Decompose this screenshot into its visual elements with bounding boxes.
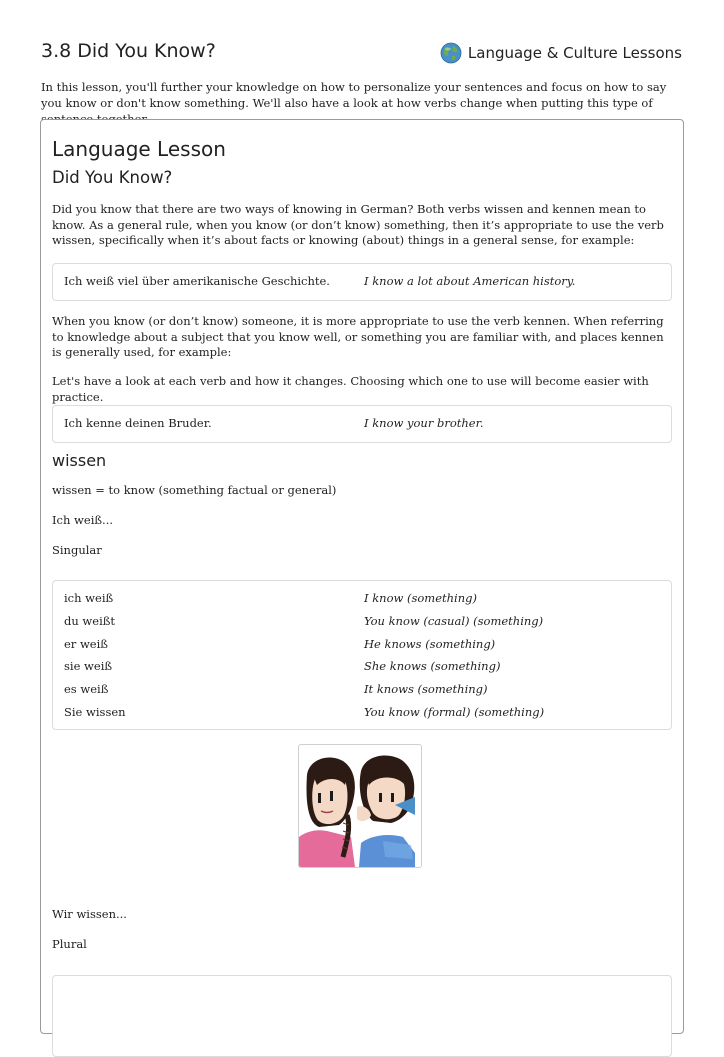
conjugation-german: Sie wissen bbox=[64, 705, 126, 719]
singular-label: Singular bbox=[52, 543, 102, 557]
lesson-subheading: Did You Know? bbox=[52, 168, 173, 187]
globe-icon bbox=[440, 42, 462, 64]
lesson-paragraph-3: Let's have a look at each verb and how it changes. Choosing which one to use will become easier with practice. bbox=[52, 374, 649, 404]
example-german: Ich kenne deinen Bruder. bbox=[64, 416, 212, 430]
conjugation-german: ich weiß bbox=[64, 591, 114, 605]
illustration-graphic bbox=[299, 745, 421, 867]
example-english: I know your brother. bbox=[364, 416, 484, 430]
conjugation-german: sie weiß bbox=[64, 659, 113, 673]
conjugation-row bbox=[64, 614, 660, 630]
conjugation-english: It knows (something) bbox=[364, 682, 488, 696]
example-box-1 bbox=[52, 263, 672, 301]
plural-conjugation-table bbox=[52, 975, 672, 1057]
conjugation-german: es weiß bbox=[64, 682, 109, 696]
conjugation-english: He knows (something) bbox=[364, 637, 496, 651]
conjugation-german: du weißt bbox=[64, 614, 116, 628]
wissen-definition bbox=[52, 483, 336, 497]
lesson-paragraph-2: When you know (or don’t know) someone, it is more appropriate to use the verb kennen. When referring to knowledge about a subject that you know well, or something you are familiar with, and places kennen is generally used, for example: bbox=[52, 314, 664, 359]
conjugation-row bbox=[64, 682, 660, 698]
example-german: Ich weiß viel über amerikanische Geschichte. bbox=[64, 274, 330, 288]
conjugation-english: I know (something) bbox=[364, 591, 477, 605]
lesson-card bbox=[40, 119, 684, 1034]
category-label[interactable] bbox=[440, 42, 682, 64]
example-box-2 bbox=[52, 405, 672, 443]
category-text: Language & Culture Lessons bbox=[467, 44, 682, 62]
whispering-girls-illustration bbox=[298, 744, 422, 868]
lesson-heading: Language Lesson bbox=[52, 137, 226, 161]
page-header bbox=[41, 40, 682, 70]
conjugation-german: er weiß bbox=[64, 637, 108, 651]
conjugation-row bbox=[64, 705, 660, 721]
conjugation-english: She knows (something) bbox=[364, 659, 501, 673]
wissen-heading: wissen bbox=[52, 451, 107, 470]
plural-label: Plural bbox=[52, 937, 87, 951]
lesson-paragraph-1: Did you know that there are two ways of knowing in German? Both verbs wissen and kennen mean to know. As a general rule, when you know (or don’t know) something, then it’s appropriate to use the verb wissen, specifically when it’s about facts or knowing (about) things in a general sense, for example: bbox=[52, 202, 664, 247]
conjugation-row bbox=[64, 637, 660, 653]
wissen-meaning: = to know (something factual or general) bbox=[91, 483, 337, 497]
example-english: I know a lot about American history. bbox=[364, 274, 576, 288]
wissen-word: wissen bbox=[52, 483, 92, 497]
conjugation-english: You know (casual) (something) bbox=[364, 614, 544, 628]
conjugation-english: You know (formal) (something) bbox=[364, 705, 545, 719]
conjugation-row bbox=[64, 659, 660, 675]
conjugation-table bbox=[52, 580, 672, 730]
page-title: 3.8 Did You Know? bbox=[41, 40, 216, 62]
ich-weiss-label: Ich weiß... bbox=[52, 513, 114, 527]
intro-paragraph: In this lesson, you'll further your knowledge on how to personalize your sentences and focus on how to say you know or don't know something. We'll also have a look at how verbs change when putting this type of bbox=[41, 80, 667, 110]
conjugation-row bbox=[64, 591, 660, 607]
wir-wissen-label: Wir wissen... bbox=[52, 907, 127, 921]
